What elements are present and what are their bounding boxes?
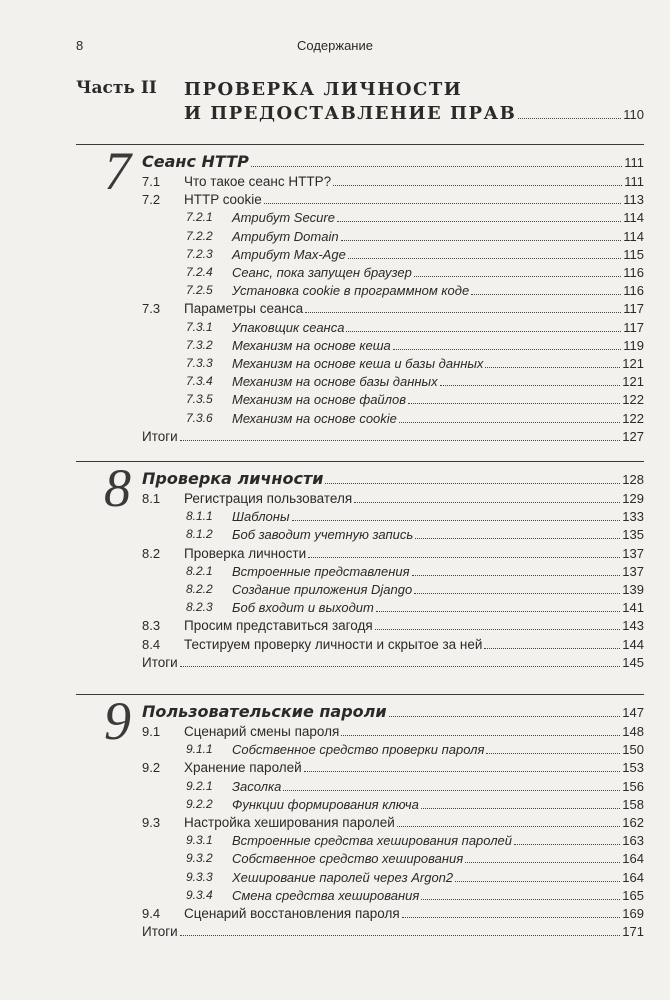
leader-dots [412,575,621,576]
toc-section-row[interactable] [142,906,644,924]
entry-page: 148 [622,724,644,739]
section-title: Хранение паролей [184,760,302,776]
toc-subsection-row[interactable] [186,283,644,301]
section-title: Сценарий смены пароля [184,724,340,739]
entry-page: 139 [622,582,644,597]
entry-page: 141 [622,600,644,616]
subsection-number: 7.2.2 [186,228,213,243]
entry-page: 121 [622,356,644,371]
section-number: 8.1 [142,491,161,506]
toc-summary-row[interactable] [142,924,644,942]
entry-page: 119 [623,337,644,353]
subsection-number: 7.3.6 [186,410,213,425]
entry-page: 127 [622,428,644,444]
subsection-title: Встроенные средства хеширования паролей [232,833,513,849]
subsection-title: Боб заводит учетную запись [232,527,414,543]
subsection-number: 7.3.5 [186,392,213,407]
toc-subsection-row[interactable] [186,392,644,410]
toc-subsection-row[interactable] [186,851,644,869]
subsection-title: Атрибут Secure [232,210,335,226]
entry-page: 156 [622,778,644,794]
section-number: 9.2 [142,760,161,776]
toc-subsection-row[interactable] [186,600,644,618]
subsection-number: 7.3.1 [186,319,213,334]
subsection-number: 7.2.3 [186,246,213,261]
subsection-title: Боб входит и выходит [232,600,374,616]
subsection-number: 7.3.2 [186,337,213,352]
subsection-title: Атрибут Max-Age [232,246,346,262]
part-page: 110 [623,107,644,122]
toc-subsection-row[interactable] [186,228,644,247]
chapter-title: Пользовательские пароли [142,702,387,721]
subsection-number: 8.2.1 [186,563,213,578]
toc-section-row[interactable] [142,174,644,192]
entry-page: 113 [623,192,644,208]
entry-page: 116 [623,265,644,280]
toc-subsection-row[interactable] [186,869,644,888]
toc-section-row[interactable] [142,545,644,564]
chapter-page: 128 [622,472,644,487]
leader-dots [402,917,621,918]
subsection-title: Создание приложения Django [232,582,413,597]
leader-dots [180,440,621,441]
leader-dots [283,790,620,791]
subsection-title: Механизм на основе файлов [232,392,406,408]
subsection-title: Шаблоны [232,509,290,525]
section-number: 9.1 [142,724,161,739]
page-number: 8 [76,38,84,53]
entry-page: 162 [622,815,644,830]
leader-dots [375,629,621,630]
leader-dots [397,826,621,827]
toc-subsection-row[interactable] [186,210,644,228]
leader-dots [341,240,622,241]
leader-dots [414,593,620,594]
subsection-title: Механизм на основе базы данных [232,374,438,390]
toc-subsection-row[interactable] [186,527,644,545]
subsection-title: Собственное средство хеширования [232,851,464,867]
leader-dots [325,483,620,484]
toc-subsection-row[interactable] [186,563,644,582]
entry-page: 137 [622,545,644,561]
entry-page: 150 [622,742,644,758]
leader-dots [304,771,621,772]
subsection-number: 7.2.1 [186,210,213,225]
subsection-number: 8.1.2 [186,527,213,542]
section-number: 8.2 [142,545,161,561]
entry-page: 111 [624,174,644,189]
section-number: 7.2 [142,192,161,208]
entry-page: 158 [622,796,644,812]
subsection-title: Механизм на основе кеша [232,337,391,353]
subsection-title: Механизм на основе cookie [232,410,397,426]
subsection-number: 7.2.5 [186,283,213,298]
subsection-number: 9.3.4 [186,887,213,902]
toc-section-row[interactable] [142,301,644,319]
subsection-title: Собственное средство проверки пароля [232,742,485,758]
entry-page: 117 [623,301,644,317]
toc-subsection-row[interactable] [186,319,644,338]
toc-section-row[interactable] [142,192,644,210]
chapter-title-row[interactable] [142,469,644,491]
subsection-title: Встроенные представления [232,563,410,579]
leader-dots [393,349,622,350]
subsection-title: Упаковщик сеанса [232,319,345,335]
entry-page: 135 [622,527,644,543]
entry-page: 163 [622,833,644,849]
leader-dots [180,935,621,936]
toc-subsection-row[interactable] [186,796,644,815]
subsection-title: Хеширование паролей через Argon2 [232,869,454,885]
subsection-title: Смена средства хеширования [232,887,420,903]
toc-subsection-row[interactable] [186,374,644,392]
subsection-number: 8.2.3 [186,600,213,615]
toc-subsection-row[interactable] [186,582,644,600]
part-title-line2: И ПРЕДОСТАВЛЕНИЕ ПРАВ [184,103,517,124]
entry-page: 171 [622,924,644,940]
subsection-number: 9.2.2 [186,796,213,811]
part-title-line1: ПРОВЕРКА ЛИЧНОСТИ [184,79,463,100]
leader-dots [408,403,620,404]
leader-dots [518,118,621,119]
part-title-row [184,102,644,126]
section-number: 8.3 [142,618,161,634]
toc-subsection-row[interactable] [186,509,644,527]
summary-title: Итоги [142,924,178,940]
entry-page: 115 [623,246,644,262]
section-title: Тестируем проверку личности и скрытое за ней [184,636,483,652]
section-title: Регистрация пользователя [184,491,353,506]
leader-dots [354,502,620,503]
section-title: HTTP cookie [184,192,262,208]
section-title: Просим представиться загодя [184,618,373,634]
part-label: Часть II [76,78,157,98]
summary-title: Итоги [142,654,178,670]
entry-page: 164 [622,851,644,867]
entry-page: 153 [622,760,644,776]
leader-dots [455,881,620,882]
chapter-rule [76,694,644,695]
leader-dots [337,221,621,222]
chapter-title: Сеанс HTTP [142,152,249,171]
subsection-number: 8.1.1 [186,509,213,524]
subsection-title: Механизм на основе кеша и базы данных [232,356,484,371]
toc-subsection-row[interactable] [186,778,644,797]
subsection-title: Сеанс, пока запущен браузер [232,265,412,280]
chapter-number: 8 [104,458,131,518]
section-number: 7.1 [142,174,161,189]
leader-dots [333,185,622,186]
toc-subsection-row[interactable] [186,356,644,374]
entry-page: 114 [623,228,644,244]
entry-page: 122 [622,392,644,408]
chapter-number: 9 [104,691,131,751]
entry-page: 133 [622,509,644,525]
leader-dots [421,808,620,809]
subsection-number: 9.3.3 [186,869,213,884]
leader-dots [399,422,620,423]
subsection-number: 7.2.4 [186,265,213,279]
leader-dots [471,294,621,295]
leader-dots [292,520,621,521]
chapter-number: 7 [104,141,131,201]
leader-dots [465,862,620,863]
toc-section-row[interactable] [142,724,644,742]
section-number: 7.3 [142,301,161,317]
entry-page: 121 [622,374,644,390]
section-number: 9.3 [142,815,161,830]
leader-dots [376,611,620,612]
toc-subsection-row[interactable] [186,410,644,429]
leader-dots [180,666,621,667]
section-title: Сценарий восстановления пароля [184,906,400,921]
leader-dots [251,166,622,167]
section-title: Проверка личности [184,545,307,561]
subsection-number: 8.2.2 [186,582,213,596]
toc-section-row[interactable] [142,491,644,509]
page-header [0,38,670,58]
subsection-number: 9.3.2 [186,851,213,866]
entry-page: 117 [623,319,644,335]
toc-section-row[interactable] [142,815,644,833]
leader-dots [341,735,620,736]
toc-subsection-row[interactable] [186,887,644,906]
leader-dots [264,203,621,204]
subsection-title: Засолка [232,778,282,794]
toc-subsection-row[interactable] [186,833,644,851]
subsection-number: 9.1.1 [186,742,213,757]
leader-dots [305,312,621,313]
toc-subsection-row[interactable] [186,265,644,283]
leader-dots [486,753,620,754]
entry-page: 122 [622,410,644,426]
leader-dots [348,258,621,259]
leader-dots [514,844,620,845]
summary-title: Итоги [142,428,178,444]
leader-dots [346,331,621,332]
subsection-number: 9.2.1 [186,778,213,793]
subsection-number: 7.3.3 [186,356,213,370]
chapter-title: Проверка личности [142,469,324,488]
subsection-number: 7.3.4 [186,374,213,389]
section-title: Что такое сеанс HTTP? [184,174,332,189]
entry-page: 143 [622,618,644,634]
toc-section-row[interactable] [142,618,644,636]
subsection-title: Функции формирования ключа [232,796,419,812]
entry-page: 129 [622,491,644,506]
entry-page: 145 [622,654,644,670]
leader-dots [308,557,620,558]
toc-section-row[interactable] [142,760,644,778]
entry-page: 114 [623,210,644,226]
toc-summary-row[interactable] [142,429,644,447]
leader-dots [414,276,621,277]
chapter-page: 111 [624,155,644,170]
section-title: Параметры сеанса [184,301,304,317]
chapter-title-row[interactable] [142,152,644,174]
entry-page: 165 [622,887,644,903]
entry-page: 116 [623,283,644,299]
leader-dots [484,648,620,649]
section-number: 9.4 [142,906,161,921]
entry-page: 164 [622,869,644,885]
toc-section-row[interactable] [142,636,644,655]
toc-subsection-row[interactable] [186,337,644,356]
chapter-title-row[interactable] [142,702,644,724]
leader-dots [440,385,621,386]
subsection-title: Атрибут Domain [232,228,339,244]
chapter-rule [76,144,644,145]
leader-dots [485,367,620,368]
chapter-page: 147 [622,705,644,720]
toc-summary-row[interactable] [142,655,644,673]
section-title: Настройка хеширования паролей [184,815,395,830]
subsection-number: 9.3.1 [186,833,213,848]
toc-subsection-row[interactable] [186,246,644,265]
section-number: 8.4 [142,636,161,652]
running-title: Содержание [297,38,373,53]
chapter-rule [76,461,644,462]
entry-page: 169 [622,906,644,921]
leader-dots [389,716,621,717]
entry-page: 144 [622,636,644,652]
leader-dots [421,899,620,900]
leader-dots [415,538,620,539]
toc-subsection-row[interactable] [186,742,644,760]
subsection-title: Установка cookie в программном коде [232,283,470,299]
entry-page: 137 [622,563,644,579]
